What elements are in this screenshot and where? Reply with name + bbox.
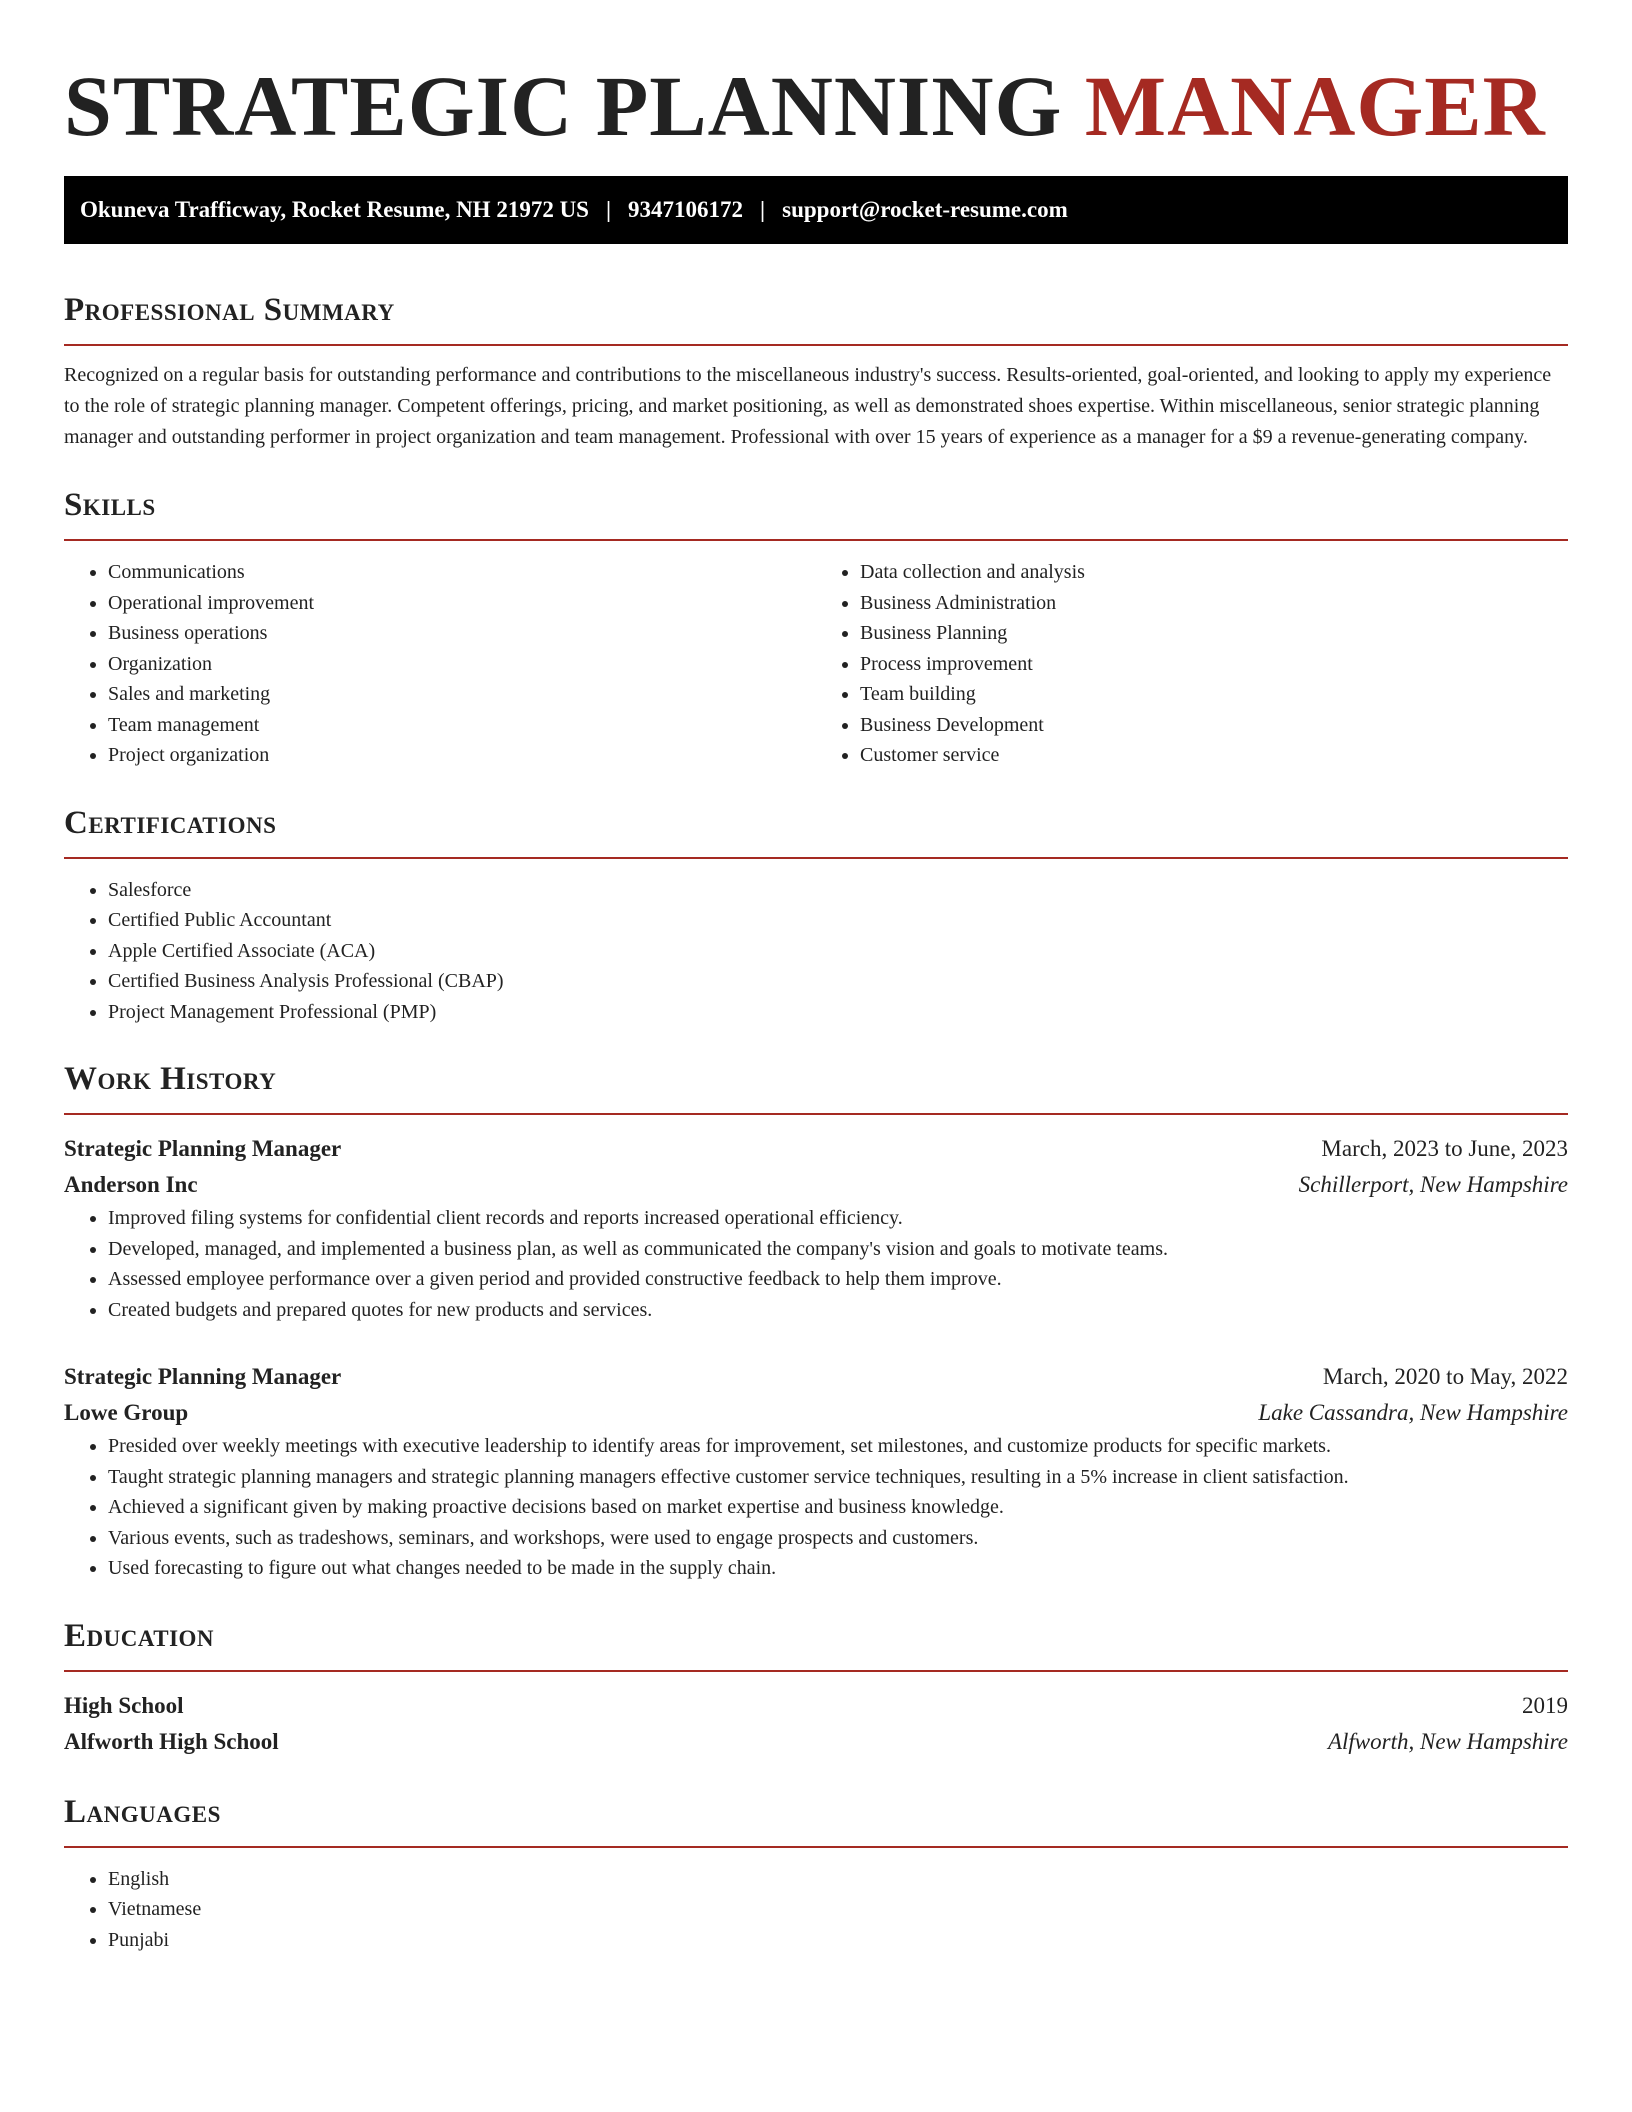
job-header-row <box>64 1359 1568 1395</box>
skills-list-left <box>64 557 816 771</box>
skill-item: • Business operations <box>108 618 816 649</box>
skill-item: • Business Development <box>860 710 1568 741</box>
education-school-row <box>64 1724 1568 1760</box>
skills-grid <box>64 557 1568 771</box>
education-school: Alfworth High School <box>64 1728 279 1754</box>
job-company-row <box>64 1167 1568 1203</box>
contact-address: Okuneva Trafficway, Rocket Resume, NH 21972 US <box>80 197 589 222</box>
skills-section <box>64 483 1568 771</box>
languages-list <box>64 1864 1568 1956</box>
job-bullet: • Taught strategic planning managers and strategic planning managers effective customer service techniques, resulting in a 5% increase in client satisfaction. <box>108 1462 1568 1493</box>
job-entry <box>64 1359 1568 1584</box>
section-title-work-history: Work History <box>64 1061 277 1097</box>
certifications-section <box>64 801 1568 1028</box>
contact-phone[interactable]: 9347106172 <box>628 197 744 222</box>
summary-text: Recognized on a regular basis for outstanding performance and contributions to the miscellaneous industry's success. Results-oriented, goal-oriented, and looking to apply my experience to the role of strategic planning manager. Competent offerings, pricing, and market positioning, as well as demonstrated shoes expertise. Within miscellaneous, senior strategic planning manager and outstanding performer in project organization and team management. Professional with over 15 years of experience as a manager for a $9 a revenue-generating company. <box>64 364 1552 448</box>
job-title: Strategic Planning Manager <box>64 1364 342 1389</box>
job-entry <box>64 1131 1568 1325</box>
languages-section <box>64 1790 1568 1956</box>
education-year: 2019 <box>1522 1692 1568 1718</box>
job-bullet: • Various events, such as tradeshows, seminars, and workshops, were used to engage prospects and customers. <box>108 1523 1568 1554</box>
certification-item: • Project Management Professional (PMP) <box>108 997 1568 1028</box>
skill-item: • Process improvement <box>860 649 1568 680</box>
job-company-row <box>64 1395 1568 1431</box>
skill-item: • Customer service <box>860 740 1568 771</box>
job-bullet: • Created budgets and prepared quotes for new products and services. <box>108 1295 1568 1326</box>
education-location: Alfworth, New Hampshire <box>1327 1728 1568 1754</box>
section-title-skills: Skills <box>64 487 156 523</box>
section-divider <box>64 344 1568 346</box>
job-bullet: • Improved filing systems for confidential client records and reports increased operational efficiency. <box>108 1203 1568 1234</box>
job-bullet: • Developed, managed, and implemented a business plan, as well as communicated the company's vision and goals to motivate teams. <box>108 1234 1568 1265</box>
job-dates: March, 2020 to May, 2022 <box>1322 1364 1568 1389</box>
contact-email[interactable]: support@rocket-resume.com <box>782 197 1068 222</box>
certification-item: • Apple Certified Associate (ACA) <box>108 936 1568 967</box>
skill-item: • Data collection and analysis <box>860 557 1568 588</box>
contact-separator: | <box>605 197 612 222</box>
skill-item: • Operational improvement <box>108 588 816 619</box>
education-header-row <box>64 1688 1568 1724</box>
job-bullet: • Used forecasting to figure out what changes needed to be made in the supply chain. <box>108 1553 1568 1584</box>
certification-item: • Certified Business Analysis Professional (CBAP) <box>108 966 1568 997</box>
skill-item: • Sales and marketing <box>108 679 816 710</box>
education-entry <box>64 1688 1568 1760</box>
education-degree: High School <box>64 1692 184 1718</box>
section-divider <box>64 1846 1568 1848</box>
job-bullet: • Presided over weekly meetings with executive leadership to identify areas for improvement, set milestones, and customize products for specific markets. <box>108 1431 1568 1462</box>
job-bullet: • Achieved a significant given by making proactive decisions based on market expertise and business knowledge. <box>108 1492 1568 1523</box>
skill-item: • Team building <box>860 679 1568 710</box>
job-location: Schillerport, New Hampshire <box>1298 1172 1568 1197</box>
job-bullets <box>64 1203 1568 1325</box>
name-last-part: MANAGER <box>1084 58 1546 154</box>
job-title: Strategic Planning Manager <box>64 1136 342 1161</box>
section-divider <box>64 1113 1568 1115</box>
summary-section <box>64 288 1568 453</box>
skills-list-right <box>816 557 1568 771</box>
section-divider <box>64 1670 1568 1672</box>
work-history-section <box>64 1057 1568 1584</box>
contact-bar <box>64 176 1568 244</box>
resume-name-heading <box>64 56 1568 156</box>
language-item: • English <box>108 1864 1568 1895</box>
skill-item: • Business Planning <box>860 618 1568 649</box>
certifications-list <box>64 875 1568 1028</box>
certification-item: • Certified Public Accountant <box>108 905 1568 936</box>
job-company: Anderson Inc <box>64 1172 198 1197</box>
resume-page <box>64 0 1568 1955</box>
section-divider <box>64 857 1568 859</box>
certification-item: • Salesforce <box>108 875 1568 906</box>
job-company: Lowe Group <box>64 1400 189 1425</box>
language-item: • Vietnamese <box>108 1894 1568 1925</box>
job-bullets <box>64 1431 1568 1584</box>
skill-item: • Organization <box>108 649 816 680</box>
section-divider <box>64 539 1568 541</box>
job-header-row <box>64 1131 1568 1167</box>
section-title-certifications: Certifications <box>64 804 277 841</box>
section-title-education: Education <box>64 1617 215 1654</box>
name-first-part: STRATEGIC PLANNING <box>64 58 1063 154</box>
language-item: • Punjabi <box>108 1925 1568 1956</box>
skill-item: • Team management <box>108 710 816 741</box>
section-title-summary: Professional Summary <box>64 292 395 328</box>
section-title-languages: Languages <box>64 1793 221 1830</box>
skill-item: • Project organization <box>108 740 816 771</box>
skill-item: • Communications <box>108 557 816 588</box>
skill-item: • Business Administration <box>860 588 1568 619</box>
job-location: Lake Cassandra, New Hampshire <box>1258 1400 1568 1425</box>
job-dates: March, 2023 to June, 2023 <box>1321 1136 1568 1161</box>
education-section <box>64 1614 1568 1760</box>
contact-separator: | <box>760 197 766 222</box>
job-bullet: • Assessed employee performance over a given period and provided constructive feedback to help them improve. <box>108 1264 1568 1295</box>
